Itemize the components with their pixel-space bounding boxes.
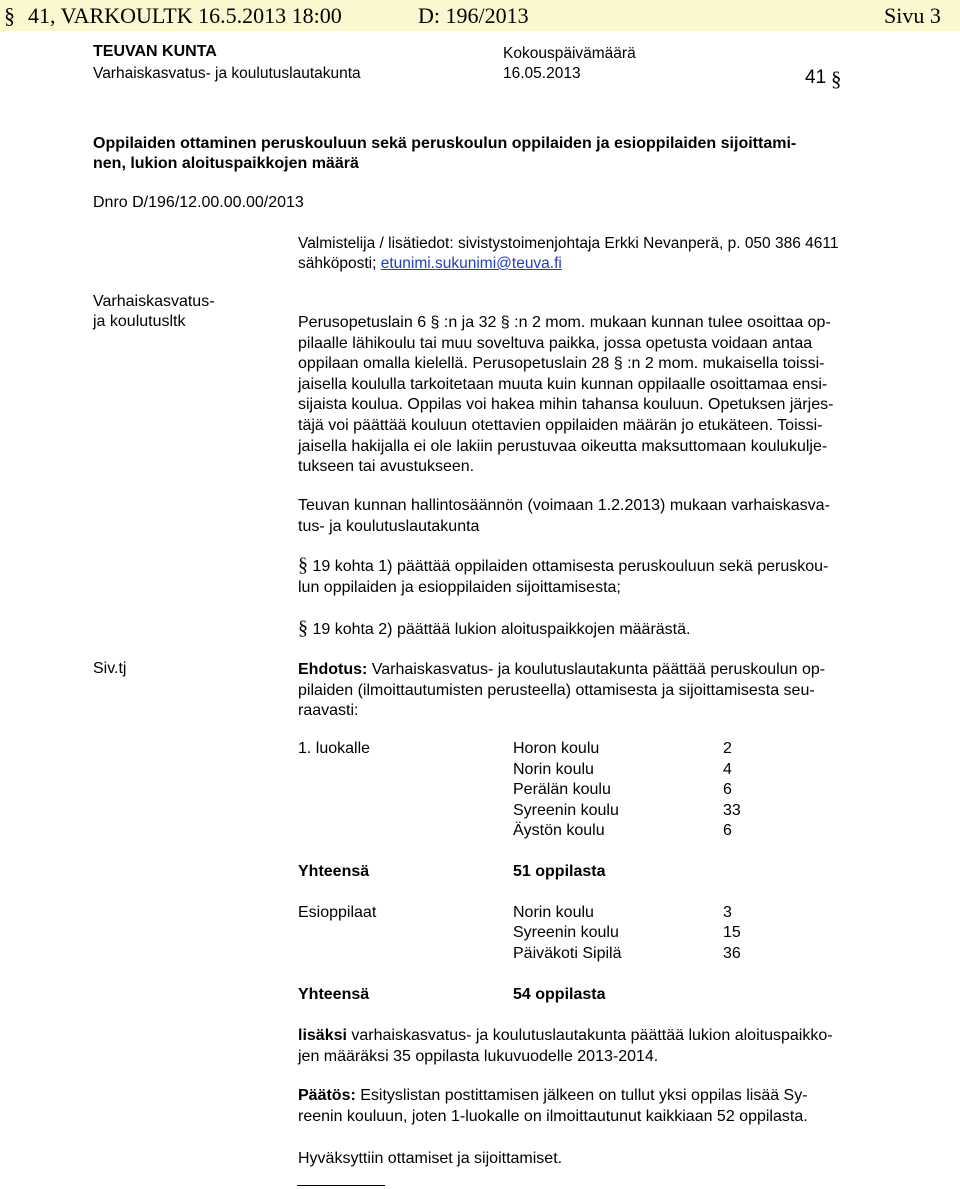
school-name: Syreenin koulu [513,924,619,941]
board-label-line-1: Varhaiskasvatus- [93,293,215,310]
student-count: 2 [723,740,732,757]
first-grade-label: 1. luokalle [298,740,371,757]
law-line: pilaalle lähikoulu tai muu soveltuva paikka, jossa opetusta voidaan antaa [298,334,813,352]
signature-rule [297,1185,385,1186]
proposal-paragraph [298,660,892,722]
page-banner [0,0,960,31]
email-label: sähköposti; [298,255,381,272]
preparer-email-line [298,255,562,273]
banner-document-id: D: 196/2013 [418,3,529,28]
student-count: 6 [723,822,732,839]
approval-text: Hyväksyttiin ottamiset ja sijoittamiset. [298,1150,563,1167]
banner-page-number: Sivu 3 [884,3,941,28]
decision-line-2: reenin kouluun, joten 1-luokalle on ilmoittautunut kaikkiaan 52 oppilasta. [298,1107,808,1125]
preschool-total-value: 54 oppilasta [513,986,606,1003]
law-paragraph [298,313,892,478]
proposal-line-3: raavasti: [298,702,359,720]
clause-2-mark: § [298,617,308,639]
decision-paragraph [298,1086,892,1127]
school-name: Norin koulu [513,761,594,778]
school-name: Perälän koulu [513,781,611,798]
decision-line-1: Esityslistan postittamisen jälkeen on tullut yksi oppilas lisää Sy- [355,1087,808,1104]
meeting-date-label: Kokouspäivämäärä [503,45,636,62]
preschool-total-label: Yhteensä [298,986,370,1003]
section-mark: § [831,67,842,91]
preschool-label: Esioppilaat [298,904,377,921]
section-number: 41 [805,67,827,88]
law-line: jaisella hakijalla ei ole lakiin perustuvaa oikeutta maksuttomaan koulukulje- [298,437,828,455]
first-grade-total-value: 51 oppilasta [513,863,606,880]
student-count: 6 [723,781,732,798]
school-name: Äystön koulu [513,822,605,839]
banner-left-text: 41, VARKOULTK 16.5.2013 18:00 [28,3,342,28]
org-name: TEUVAN KUNTA [93,43,217,60]
regulation-line: Teuvan kunnan hallintosäännön (voimaan 1.2.2013) mukaan varhaiskasva- [298,497,830,514]
additional-label: lisäksi [298,1027,347,1044]
law-line: täjä voi päättää kouluun otettavien oppilaiden määrän jo etukäteen. Toissi- [298,416,823,434]
student-count: 33 [723,802,741,819]
email-link[interactable]: etunimi.sukunimi@teuva.fi [380,255,562,272]
proposal-line-2: pilaiden (ilmoittautumisten perusteella) ottamisesta ja sijoittamisesta seu- [298,681,815,699]
regulation-line: tus- ja koulutuslautakunta [298,517,480,535]
law-line: Perusopetuslain 6 § :n ja 32 § :n 2 mom. mukaan kunnan tulee osoittaa op- [298,314,831,331]
title-line-1: Oppilaiden ottaminen peruskouluun sekä peruskoulun oppilaiden ja esioppilaiden sijoittami- [93,135,797,152]
proposal-line-1: Varhaiskasvatus- ja koulutuslautakunta päättää peruskoulun op- [367,661,826,678]
additional-paragraph [298,1026,892,1067]
law-line: oppilaan omalla kielellä. Perusopetuslain 28 § :n 2 mom. mukaisella toissi- [298,355,825,373]
student-count: 15 [723,924,741,941]
dnro: Dnro D/196/12.00.00.00/2013 [93,194,304,211]
clause-2-line: 19 kohta 2) päättää lukion aloituspaikkojen määrästä. [308,621,691,638]
additional-line-2: jen määräksi 35 oppilasta lukuvuodelle 2013-2014. [298,1047,659,1065]
clause-1 [298,555,892,598]
student-count: 4 [723,761,732,778]
school-name: Horon koulu [513,740,600,757]
clause-2 [298,618,690,641]
regulation-paragraph [298,496,892,537]
school-name: Syreenin koulu [513,802,619,819]
title-line-2: nen, lukion aloituspaikkojen määrä [93,155,359,172]
student-count: 36 [723,945,741,962]
decision-label: Päätös: [298,1087,356,1104]
student-count: 3 [723,904,732,921]
additional-line-1: varhaiskasvatus- ja koulutuslautakunta päättää lukion aloituspaikko- [346,1027,833,1044]
law-line: sijaista koulua. Oppilas voi hakea mihin tahansa kouluun. Opetuksen järjes- [298,396,834,414]
board-label-line-2: ja koulutusltk [93,313,186,330]
first-grade-total-label: Yhteensä [298,863,370,880]
clause-1-line-1: 19 kohta 1) päättää oppilaiden ottamisesta peruskouluun sekä peruskou- [308,558,829,575]
clause-1-line-2: lun oppilaiden ja esioppilaiden sijoittamisesta; [298,578,621,596]
school-name: Norin koulu [513,904,594,921]
law-line: tukseen tai avustukseen. [298,458,475,476]
banner-section-mark: § [4,3,15,28]
meeting-date: 16.05.2013 [503,65,581,82]
clause-1-mark: § [298,554,308,576]
siv-tj-label: Siv.tj [93,660,127,677]
preparer-line: Valmistelija / lisätiedot: sivistystoimenjohtaja Erkki Nevanperä, p. 050 386 4611 [298,235,839,252]
law-line: jaisella koululla tarkoitetaan muuta kuin kunnan oppilaalle osoittamaa ensi- [298,375,828,393]
board-name: Varhaiskasvatus- ja koulutuslautakunta [93,65,361,82]
school-name: Päiväkoti Sipilä [513,945,622,962]
proposal-label: Ehdotus: [298,661,368,678]
